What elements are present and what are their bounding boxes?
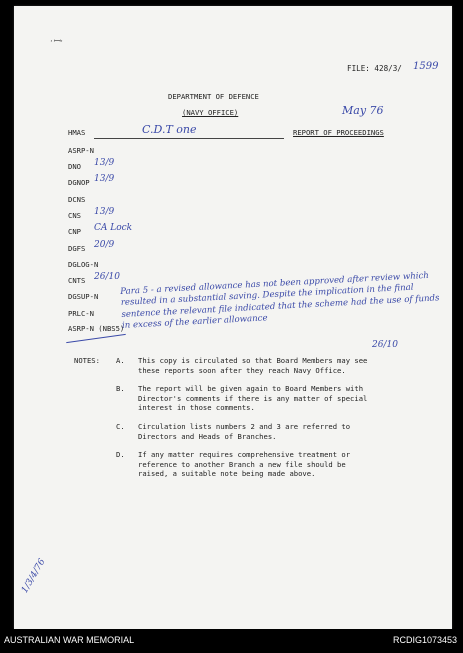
corner-mark: ·ꟷ· [50, 37, 64, 47]
report-title: REPORT OF PROCEEDINGS [293, 128, 384, 137]
note-letter: A. [116, 356, 125, 365]
distribution-code: PRLC-N [68, 309, 94, 318]
minute-initials: 26/10 [372, 340, 398, 350]
note-text: The report will be given again to Board Members with Director's comments if there is any matter of special interest in those comments. [138, 384, 368, 413]
margin-handwriting: 1/3/4/76 [20, 557, 48, 595]
distribution-initials: 13/9 [94, 158, 115, 168]
distribution-initials: CA Lock [94, 223, 133, 233]
distribution-initials: 13/9 [94, 207, 115, 217]
handwritten-minute: Para 5 - a revised allowance has not been approved after review which resulted in a substantial saving. Despite the implication in the final sentence the relevant file indicated that the scheme had the use of funds in excess of the earlier allowance [120, 270, 440, 332]
distribution-code: CNP [68, 227, 81, 236]
note-text: This copy is circulated so that Board Members may see these reports soon after they reach Navy Office. [138, 356, 368, 375]
hmas-value-handwritten: C.D.T one [142, 123, 197, 136]
note-letter: B. [116, 384, 125, 393]
distribution-code: CNS [68, 211, 81, 220]
footer-left: AUSTRALIAN WAR MEMORIAL [4, 635, 135, 645]
note-text: If any matter requires comprehensive treatment or reference to another Branch a new file should be raised, a suitable note being made above. [138, 450, 351, 479]
note-text: Circulation lists numbers 2 and 3 are referred to Directors and Heads of Branches. [138, 422, 351, 441]
distribution-code: DGNOP [68, 178, 90, 187]
distribution-code: CNTS [68, 276, 86, 285]
note-letter: C. [116, 422, 125, 431]
distribution-initials: 26/10 [94, 272, 120, 282]
distribution-code: ASRP-N (NBS5) [68, 324, 125, 333]
distribution-initials: 13/9 [94, 174, 115, 184]
office-title: (NAVY OFFICE) [182, 108, 239, 117]
distribution-code: DGLOG-N [68, 260, 99, 269]
file-reference-handwritten: 1599 [413, 61, 439, 72]
note-letter: D. [116, 450, 125, 459]
hmas-label: HMAS [68, 128, 86, 137]
hmas-underline [94, 138, 284, 139]
distribution-code: DCNS [68, 195, 86, 204]
distribution-code: DGSUP-N [68, 292, 99, 301]
distribution-code: DNO [68, 162, 81, 171]
department-title: DEPARTMENT OF DEFENCE [168, 92, 259, 101]
distribution-initials: 20/9 [94, 240, 115, 250]
strikeout-line [66, 334, 126, 343]
distribution-code: ASRP-N [68, 146, 94, 155]
file-reference: FILE: 428/3/ [347, 64, 402, 73]
notes-label: NOTES: [74, 356, 100, 365]
document-page [14, 6, 452, 629]
archive-footer [0, 629, 463, 653]
date-handwritten: May 76 [342, 104, 384, 117]
footer-right: RCDIG1073453 [392, 635, 457, 645]
distribution-code: DGFS [68, 244, 86, 253]
